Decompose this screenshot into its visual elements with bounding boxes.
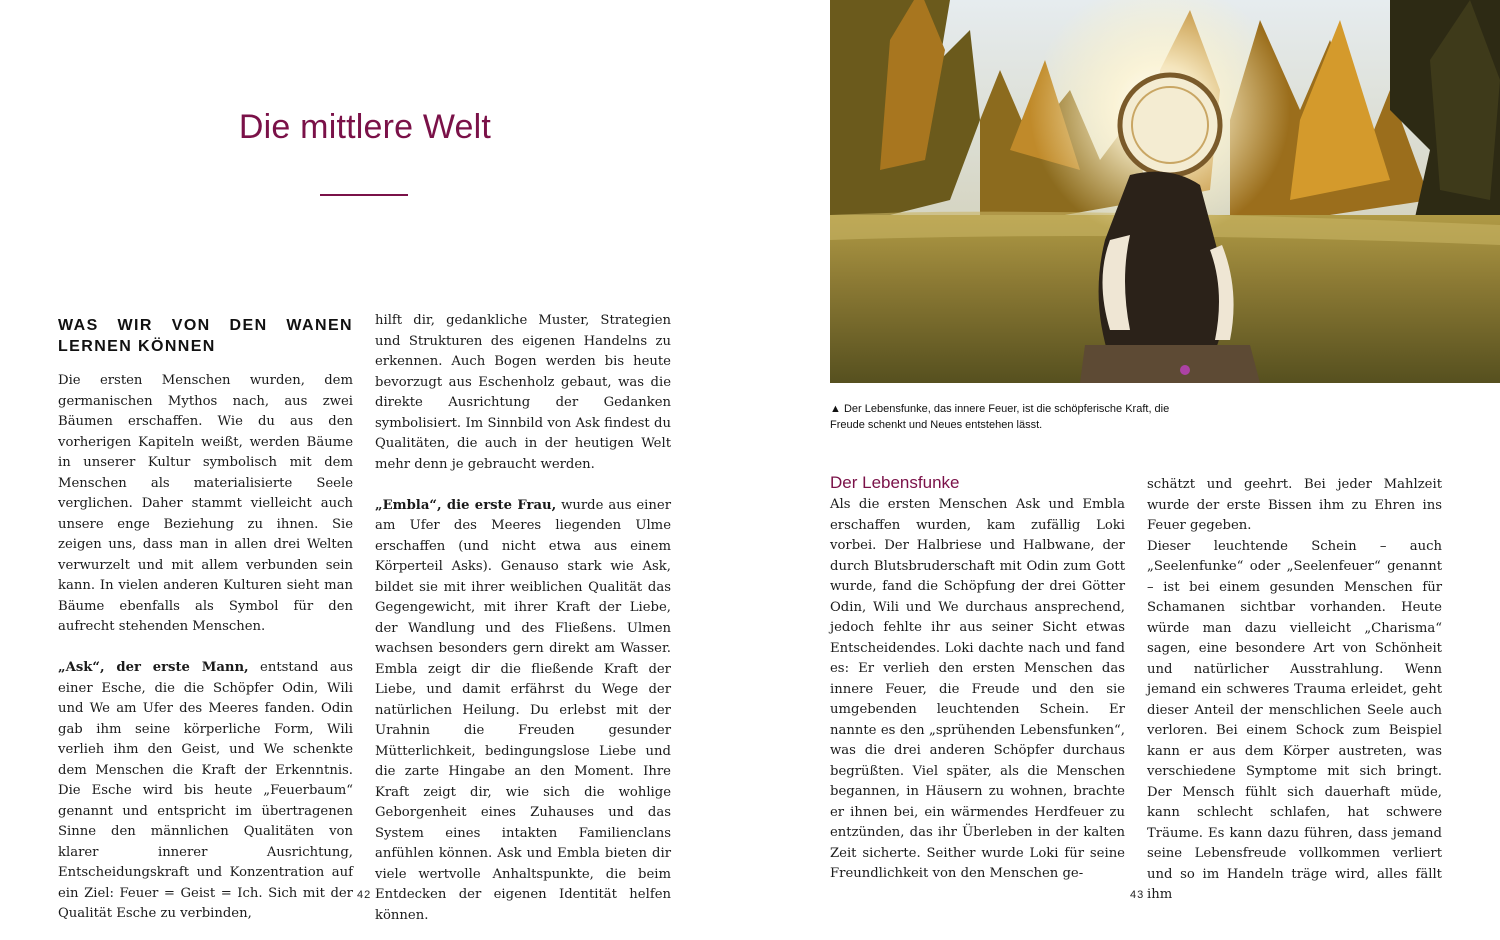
paragraph-ask <box>58 658 353 925</box>
right-column-2 <box>1147 475 1442 906</box>
paragraph-embla <box>375 496 671 927</box>
lead-ask: „Ask“, der erste Mann, <box>58 660 249 675</box>
page-number-right: 43 <box>1130 889 1145 901</box>
paragraph: schätzt und geehrt. Bei jeder Mahlzeit wurde der erste Bissen ihm zu Ehren ins Feuer gegeben. <box>1147 477 1442 533</box>
forest-meadow-drum-photo <box>830 0 1500 383</box>
lead-embla: „Embla“, die erste Frau, <box>375 497 557 513</box>
title-rule <box>320 194 408 196</box>
right-page <box>750 0 1500 940</box>
page-number-left: 42 <box>357 889 372 901</box>
left-column-2 <box>375 311 671 926</box>
photo-caption: ▲ Der Lebensfunke, das innere Feuer, ist die schöpferische Kraft, die Freude schenkt und Neues entstehen lässt. <box>830 403 1170 431</box>
chapter-title: Die mittlere Welt <box>238 108 492 146</box>
left-column-1 <box>58 315 353 925</box>
paragraph: Dieser leuchtende Schein – auch „Seelenfunke“ oder „Seelenfeuer“ genannt – ist bei einem gesunden Menschen für Schamanen sichtbar vorhanden. Heute würde man dazu vielleicht „Charisma“ sagen, eine besondere Art von Schönheit und natürlicher Ausstrahlung. Wenn jemand ein schweres Trauma erleidet, geht dieser Anteil der menschlichen Seele auch verloren. Bei einem Schock zum Beispiel kann er aus dem Körper austreten, was verschiedene Symptome mit sich bringt. Der Mensch fühlt sich dauerhaft müde, kann schlecht schlafen, hat schwere Träume. Es kann dazu führen, dass jemand seine Lebensfreude vollkommen verliert und so im Handeln träge wird, alles fällt ihm <box>1147 538 1442 902</box>
section-heading: WAS WIR VON DEN WANEN LERNEN KÖNNEN <box>58 317 353 355</box>
paragraph: hilft dir, gedankliche Muster, Strategien und Strukturen des eigenen Handelns zu erkennen. Auch Bogen werden bis heute bevorzugt aus Eschenholz gebaut, was die direkte Ausrichtung der Gedanken symbolisiert. Im Sinnbild von Ask findest du Qualitäten, die auch in der heutigen Welt mehr denn je gebraucht werden. <box>375 313 671 472</box>
paragraph: Die ersten Menschen wurden, dem germanischen Mythos nach, aus zwei Bäumen erschaffen. Wie du aus den vorherigen Kapiteln weißt, werden Bäume in unserer Kultur symbolisch mit dem Menschen als materialisierte Seele verglichen. Daher stammt vielleicht auch unsere enge Beziehung zu ihnen. Sie zeigen uns, dass man in allen drei Welten verwurzelt und mit allem verbunden sein kann. In vielen anderen Kulturen sieht man Bäume ebenfalls als Symbol für den aufrecht stehenden Menschen. <box>58 373 353 634</box>
subheading: Der Lebensfunke <box>830 473 960 492</box>
paragraph-embla-body: wurde aus einer am Ufer des Meeres liegenden Ulme erschaffen (und nicht etwa aus einem Körperteil Asks). Genauso stark wie Ask, bildet sie mit ihrer weiblichen Qualität das Gegengewicht, mit ihrer Kraft der Liebe, der Wandlung und des Fließens. Ulmen wachsen besonders gern direkt am Wasser. Embla zeigt dir die fließende Kraft der Liebe, und damit erfährst du Wege der natürlichen Heilung. Du erlebst mit der Urahnin die Freuden gesunder Mütterlichkeit, bedingungslose Liebe und die zarte Hingabe an den Moment. Ihre Kraft zeigt dir, wie sich die wohlige Geborgenheit eines Zuhauses und das System eines intakten Familienclans anfühlen können. Ask und Embla bieten dir viele wertvolle Anhaltspunkte, die beim Entdecken der eigenen Identität helfen können. <box>375 497 672 923</box>
right-column-1 <box>830 472 1125 885</box>
paragraph-ask-body: entstand aus einer Esche, die die Schöpfer Odin, Wili und We am Ufer des Meeres fanden. Odin gab ihm seine körperliche Form, Wili verlieh ihm den Geist, und We schenkte dem Menschen die Kraft der Erkenntnis. Die Esche wird bis heute „Feuerbaum“ genannt und entspricht im übertragenen Sinne den männlichen Qualitäten von klarer innerer Ausrichtung, Entscheidungskraft und Konzentration auf ein Ziel: Feuer = Geist = Ich. Sich mit der Qualität Esche zu verbinden, <box>58 660 354 921</box>
paragraph: Als die ersten Menschen Ask und Embla erschaffen wurden, kam zufällig Loki vorbei. Der Halbriese und Halbwane, der durch Blutsbruderschaft mit Odin zum Gott wurde, fand die Schöpfung der drei Götter Odin, Wili und We durchaus ansprechend, jedoch fehlte ihr aus seiner Sicht etwas Entscheidendes. Loki dachte nach und fand es: Er verlieh den ersten Menschen das innere Feuer, die Freude und den sie umgebenden leuchtenden Schein. Er nannte es den „sprühenden Lebensfunken“, was die drei anderen Schöpfer durchaus begrüßten. Viel später, als die Menschen begannen, in Häusern zu wohnen, brachte er ihnen bei, ein wärmendes Herdfeuer zu entzünden, das ihr Überleben in der kalten Zeit sicherte. Seither wurde Loki für seine Freundlichkeit von den Menschen ge- <box>830 497 1125 881</box>
